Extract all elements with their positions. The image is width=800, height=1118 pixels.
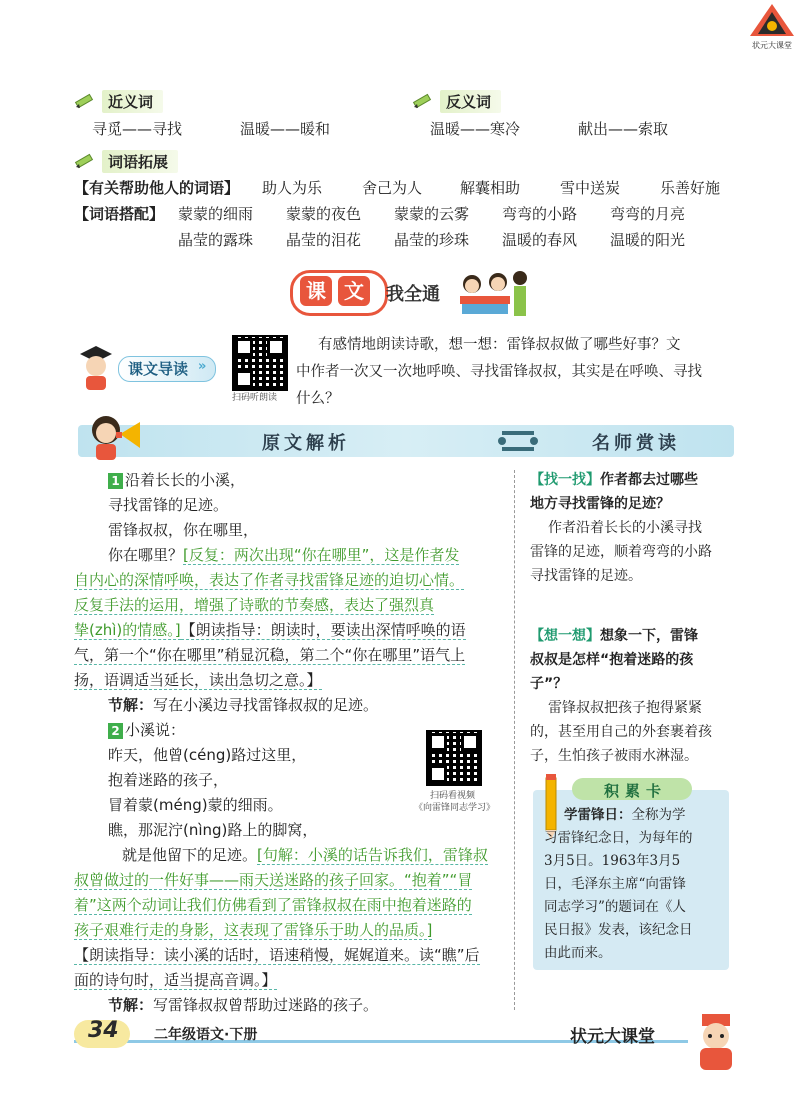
- expansion-heading: [74, 150, 178, 172]
- antonyms-title: 反义词: [440, 90, 501, 113]
- pencil-icon: [412, 92, 434, 110]
- poem-line: 就是他留下的足迹。[句解：小溪的话告诉我们，雷锋叔: [122, 846, 488, 864]
- side-answer: 寻找雷锋的足迹。: [530, 568, 642, 584]
- side-question: 地方寻找雷锋的足迹？: [530, 496, 670, 512]
- poem-line: 1 沿着长长的小溪，: [108, 468, 538, 493]
- note-line: 挚(zhì)的情感。]【朗读指导：朗读时，要读出深情呼唤的语: [74, 621, 466, 639]
- side-answer: 的，甚至用自己的外套裹着孩: [530, 724, 712, 740]
- poem-line: 2 小溪说：: [108, 718, 538, 743]
- qr-code-video[interactable]: [426, 730, 482, 786]
- side-question: 子”？: [530, 676, 568, 692]
- poem-line: 冒着蒙(méng)蒙的细雨。: [108, 796, 283, 814]
- note-line: 反复手法的运用，增强了诗歌的节奏感，表达了强烈真: [74, 596, 435, 614]
- page-number: 34: [88, 1018, 119, 1043]
- reading-guide-line: 【朗读指导：读小溪的话时，语速稍慢，娓娓道来。读“瞧”后: [74, 946, 480, 964]
- expansion-word: 解囊相助: [460, 179, 521, 197]
- note-line: 叔曾做过的一件好事——雨天送迷路的孩子回家。“抱着”“冒: [74, 871, 473, 889]
- guide-text-line: 什么？: [296, 391, 340, 407]
- graduate-cartoon-icon: [76, 344, 116, 392]
- poem-line: 抱着迷路的孩子，: [108, 771, 229, 789]
- side-answer: 作者沿着长长的小溪寻找: [548, 520, 702, 536]
- qr-caption: 扫码看视频: [430, 791, 476, 801]
- section-banner: [284, 266, 534, 322]
- banner-char: 文: [338, 276, 370, 306]
- note-line: 着”这两个动词让我们仿佛看到了雷锋叔叔在雨中抱着迷路的: [74, 896, 472, 914]
- reading-guide-line: 气，第一个“你在哪里”稍显沉稳，第二个“你在哪里”语气上: [74, 646, 466, 664]
- pencil-icon: [74, 152, 96, 170]
- expansion-word: 弯弯的小路: [502, 205, 578, 223]
- analysis-left-title: 原文解析: [262, 433, 350, 454]
- reading-guide-line: 面的诗句时，适当提高音调。】: [74, 971, 277, 989]
- side-answer: 子，生怕孩子被雨水淋湿。: [530, 748, 698, 764]
- publisher-logo: [748, 2, 796, 48]
- synonyms-title: 近义词: [102, 90, 163, 113]
- logo-text: 状元大课堂: [752, 41, 792, 50]
- reading-guide-line: 扬，语调适当延长，读出急切之意。】: [74, 671, 322, 689]
- expansion-word: 助人为乐: [262, 179, 323, 197]
- expansion-word: 晶莹的露珠: [178, 231, 254, 249]
- antonyms-heading: [412, 90, 501, 112]
- side-answer: 雷锋的足迹，顺着弯弯的小路: [530, 544, 712, 560]
- expansion-row1-label: 【有关帮助他人的词语】: [74, 179, 240, 197]
- expansion-word: 雪中送炭: [560, 179, 621, 197]
- antonym-item: 献出——索取: [578, 120, 669, 138]
- expansion-word: 晶莹的泪花: [286, 231, 362, 249]
- synonym-item: 温暖——暖和: [240, 120, 331, 138]
- note-line: 孩子艰难行走的身影，这表现了雷锋乐于助人的品质。]: [74, 921, 433, 939]
- expansion-word: 蒙蒙的细雨: [178, 205, 254, 223]
- side-question: 【想一想】想象一下，雷锋: [530, 628, 698, 644]
- banner-suffix: 我全通: [386, 284, 440, 305]
- expansion-word: 温暖的春风: [502, 231, 578, 249]
- stanza-number: 2: [108, 723, 123, 739]
- qr-code-reading[interactable]: [232, 335, 288, 391]
- expansion-word: 蒙蒙的夜色: [286, 205, 362, 223]
- banner-char: 课: [300, 276, 332, 306]
- synonyms-heading: [74, 90, 163, 112]
- guide-text-line: 中作者一次又一次地呼唤、寻找雷锋叔叔，其实是在呼唤、寻找: [296, 364, 702, 380]
- side-question: 【找一找】作者都去过哪些: [530, 472, 698, 488]
- girl-megaphone-icon: [84, 408, 150, 462]
- expansion-word: 乐善好施: [660, 179, 721, 197]
- divider-ornament-icon: [496, 427, 540, 455]
- pencil-icon: [74, 92, 96, 110]
- section-summary: 节解：写雷锋叔叔曾帮助过迷路的孩子。: [108, 996, 379, 1014]
- analysis-right-title: 名师赏读: [592, 433, 680, 454]
- stanza-number: 1: [108, 473, 123, 489]
- chevron-right-icon: »: [198, 359, 207, 374]
- students-reading-icon: [452, 266, 532, 318]
- expansion-word: 舍己为人: [362, 179, 423, 197]
- section-summary: 节解：写在小溪边寻找雷锋叔叔的足迹。: [108, 696, 379, 714]
- expansion-word: 蒙蒙的云雾: [394, 205, 470, 223]
- qr-caption: 《向雷锋同志学习》: [414, 803, 496, 813]
- antonym-item: 温暖——寒冷: [430, 120, 521, 138]
- poem-line: 昨天，他曾(céng)路过这里，: [108, 746, 307, 764]
- mascot-icon: [688, 1012, 744, 1074]
- synonym-item: 寻觅——寻找: [92, 120, 183, 138]
- guide-label: 课文导读: [128, 360, 189, 378]
- qr-caption: 扫码听朗读: [232, 393, 278, 403]
- expansion-word: 弯弯的月亮: [610, 205, 686, 223]
- logo-icon: [748, 2, 796, 38]
- side-answer: 雷锋叔叔把孩子抱得紧紧: [548, 700, 702, 716]
- card-text: 学雷锋日：全称为学 习雷锋纪念日，为每年的 3月5日。1963年3月5 日，毛泽东主席“向雷锋 同志学习”的题词在《人 民日报》发表，该纪念日 由此而来。: [544, 807, 693, 961]
- side-question: 叔叔是怎样“抱着迷路的孩: [530, 652, 694, 668]
- book-title: 二年级语文·下册: [154, 1027, 258, 1043]
- poem-line: 瞧，那泥泞(nìng)路上的脚窝，: [108, 821, 318, 839]
- card-title: 积累卡: [604, 782, 668, 800]
- expansion-title: 词语拓展: [102, 150, 178, 173]
- guide-text-line: 有感情地朗读诗歌，想一想：雷锋叔叔做了哪些好事？文: [318, 337, 681, 353]
- expansion-word: 晶莹的珍珠: [394, 231, 470, 249]
- poem-line: 寻找雷锋的足迹。: [108, 496, 229, 514]
- note-line: 自内心的深情呼唤，表达了作者寻找雷锋足迹的迫切心情。: [74, 571, 465, 589]
- expansion-word: 温暖的阳光: [610, 231, 686, 249]
- footer-brand: 状元大课堂: [570, 1027, 655, 1047]
- poem-line: 你在哪里？[反复：两次出现“你在哪里”，这是作者发: [108, 546, 460, 564]
- poem-line: 雷锋叔叔，你在哪里，: [108, 521, 259, 539]
- expansion-row2-label: 【词语搭配】: [74, 205, 165, 223]
